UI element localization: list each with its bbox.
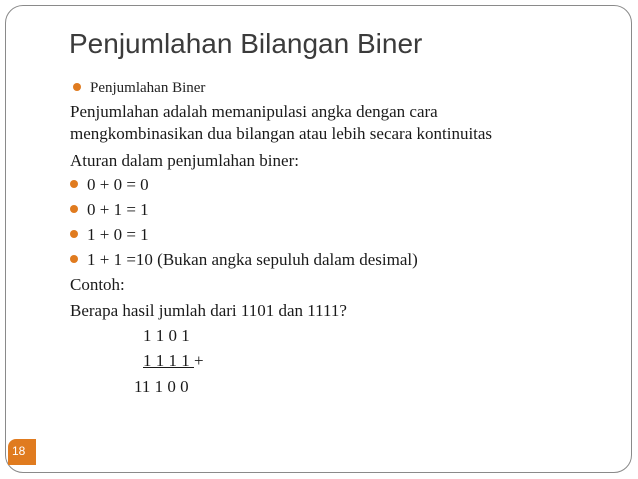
rule-text: 0 + 0 = 0 bbox=[87, 175, 149, 194]
slide-title: Penjumlahan Bilangan Biner bbox=[69, 28, 423, 59]
bullet-icon bbox=[70, 230, 78, 238]
page-number: 18 bbox=[12, 444, 26, 458]
bullet-icon bbox=[73, 83, 81, 91]
rules-heading: Aturan dalam penjumlahan biner: bbox=[70, 151, 299, 170]
calc-operator: + bbox=[194, 351, 204, 370]
paragraph-line-1: Penjumlahan adalah memanipulasi angka dengan cara bbox=[70, 102, 438, 121]
subtitle-text: Penjumlahan Biner bbox=[90, 80, 206, 96]
rule-text: 1 + 0 = 1 bbox=[87, 225, 149, 244]
rule-text: 0 + 1 = 1 bbox=[87, 200, 149, 219]
calc-operand-2: 1 1 1 1 bbox=[143, 351, 194, 370]
rule-item bbox=[70, 174, 149, 196]
calc-operand-1: 1 1 0 1 bbox=[143, 326, 190, 345]
subtitle-bullet bbox=[73, 80, 205, 97]
rule-item bbox=[70, 224, 149, 246]
paragraph-line-2: mengkombinasikan dua bilangan atau lebih secara kontinuitas bbox=[70, 124, 493, 143]
bullet-icon bbox=[70, 205, 78, 213]
bullet-icon bbox=[70, 180, 78, 188]
calc-result: 11 1 0 0 bbox=[134, 377, 189, 396]
calc-operand-2-row bbox=[143, 351, 204, 371]
rule-item bbox=[70, 249, 418, 271]
question-text: Berapa hasil jumlah dari 1101 dan 1111? bbox=[70, 301, 347, 320]
rule-item bbox=[70, 199, 149, 221]
example-heading: Contoh: bbox=[70, 275, 125, 294]
bullet-icon bbox=[70, 255, 78, 263]
rule-text: 1 + 1 =10 (Bukan angka sepuluh dalam desimal) bbox=[87, 250, 418, 269]
